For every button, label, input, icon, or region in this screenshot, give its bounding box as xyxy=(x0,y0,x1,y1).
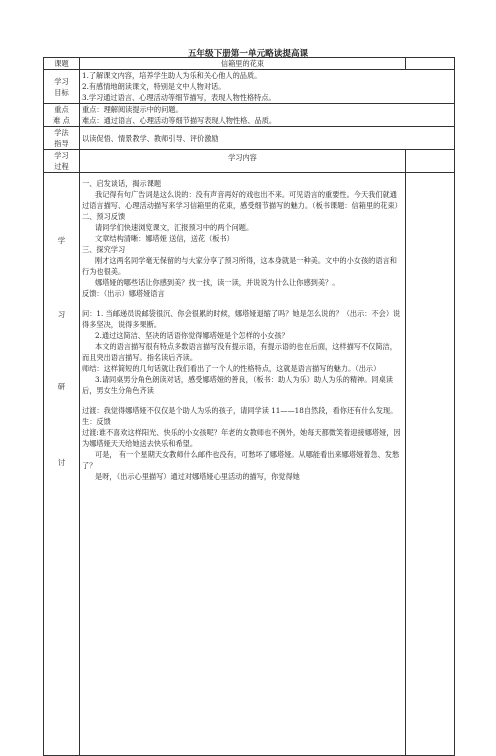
goal-item: 2.有感情地朗读课文，特别是文中人物对话。 xyxy=(82,82,226,91)
method-label-line2: 指导 xyxy=(54,139,69,148)
topic-empty-cell xyxy=(406,58,455,70)
document-title: 五年级下册第一单元略读提高课 xyxy=(187,49,309,59)
paragraph: 过渡:谁不喜欢这样阳光、快乐的小女孩呢？年老的女教师也不例外，她每天都微笑着迎接娜塔娅，因为娜塔娅天天给她送去快乐和希望。 xyxy=(82,428,401,448)
paragraph: 反馈：（出示）娜塔娅语言 xyxy=(82,289,165,298)
goals-label xyxy=(44,70,80,104)
process-row xyxy=(44,150,455,173)
method-row xyxy=(44,127,455,150)
paragraph: 文章结构清晰：娜塔娅 送信，送花（板书） xyxy=(95,234,234,243)
key-content xyxy=(80,104,455,127)
process-label xyxy=(44,150,80,173)
side-char: 讨 xyxy=(57,458,66,467)
paragraph: 我记得有句广告词是这么说的：没有声音再好的戏也出不来。可见语言的重要性。今天我们就通过语言描写、心理活动描写来学习信箱里的花束，感受细节描写的魅力。（板书课题：信箱里的花束） xyxy=(82,190,402,210)
section-heading: 三、探究学习 xyxy=(82,245,126,254)
paragraph: 生：反馈 xyxy=(82,417,111,426)
paragraph: 是呀，（出示心里描写）通过对娜塔娅心里活动的描写，你觉得她 xyxy=(95,472,300,481)
section-heading: 二、预习反馈 xyxy=(82,212,126,221)
topic-value: 信箱里的花束 xyxy=(80,58,406,70)
study-content xyxy=(80,173,406,756)
key-row xyxy=(44,104,455,127)
key-item: 难点：通过语言、心理活动等细节描写表现人物性格、品质。 xyxy=(82,116,277,125)
process-label-line2: 过程 xyxy=(54,162,69,171)
process-header: 学习内容 xyxy=(80,150,406,173)
goals-content xyxy=(80,70,455,104)
paragraph: 可是， 有一个星期天女教师什么邮件也没有，可愁坏了娜塔娅。从哪能看出来娜塔娅着急、发愁了？ xyxy=(82,450,400,470)
goal-item: 3.学习通过语言、心理活动等细节描写，表现人物性格特点。 xyxy=(82,93,276,102)
paragraph: 师结：这样简短的几句话就让我们看出了一个人的性格特点，这就是语言描写的魅力。（出示） xyxy=(82,364,381,373)
paragraph: 刚才这两名同学毫无保留的与大家分享了预习所得，这本身就是一种美。文中的小女孩的语言和行为也很美。 xyxy=(82,256,397,276)
method-label-line1: 学法 xyxy=(54,128,69,137)
key-label-line2: 难 点 xyxy=(53,116,70,125)
paragraph: 娜塔娅的哪些话让你感到美？找一找，读一读，并说说为什么让你感到美？。 xyxy=(95,278,340,287)
goals-label-line2: 目标 xyxy=(54,87,69,97)
question: 2.通过这简洁、坚决的话语你觉得娜塔娅是个怎样的小女孩？ xyxy=(95,331,289,340)
question: 问：1. 当邮递员说邮袋很沉、你会很累的时候，娜塔娅退缩了吗？她是怎么说的？（出示：不会）说得多坚决，说得多果断。 xyxy=(82,309,401,329)
goals-row xyxy=(44,70,455,104)
key-label xyxy=(44,104,80,127)
paragraph: 请同学们快速浏览课文，汇报预习中的两个问题。 xyxy=(95,223,254,232)
topic-row xyxy=(44,58,455,70)
side-char: 研 xyxy=(57,382,66,391)
key-label-line1: 重点 xyxy=(54,105,69,114)
process-empty-cell xyxy=(406,150,455,173)
side-char: 习 xyxy=(57,310,66,319)
main-row xyxy=(44,173,455,756)
goals-label-line1: 学习 xyxy=(54,76,69,86)
notes-column xyxy=(406,173,455,756)
paragraph: 过渡：我觉得娜塔娅不仅仅是个助人为乐的孩子，请同学读 11——18自然段，看你还有什么发现。 xyxy=(82,406,398,415)
topic-label: 课题 xyxy=(44,58,80,70)
goal-item: 1.了解课文内容，培养学生助人为乐和关心他人的品质。 xyxy=(82,71,262,80)
paragraph: 3.请同桌男分角色朗读对话，感受娜塔娅的善良，（板书：助人为乐）助人为乐的精神。同桌读后，男女生分角色齐读 xyxy=(82,375,393,395)
lesson-plan-table xyxy=(43,57,455,756)
side-label-cell xyxy=(44,173,80,756)
side-char: 学 xyxy=(57,236,66,245)
method-label xyxy=(44,127,80,150)
section-heading: 一、启发谈话，揭示课题 xyxy=(82,179,162,188)
method-value: 以读促悟、情景教学、教师引导、评价激励 xyxy=(80,127,455,150)
key-item: 重点：理解阅读提示中的问题。 xyxy=(82,105,183,114)
process-label-line1: 学习 xyxy=(54,151,69,160)
paragraph: 本文的语言描写很有特点多数语言描写没有提示语，有提示语的也在后面，这样描写不仅简洁，而且突出语言描写。指名读后齐读。 xyxy=(82,342,397,362)
